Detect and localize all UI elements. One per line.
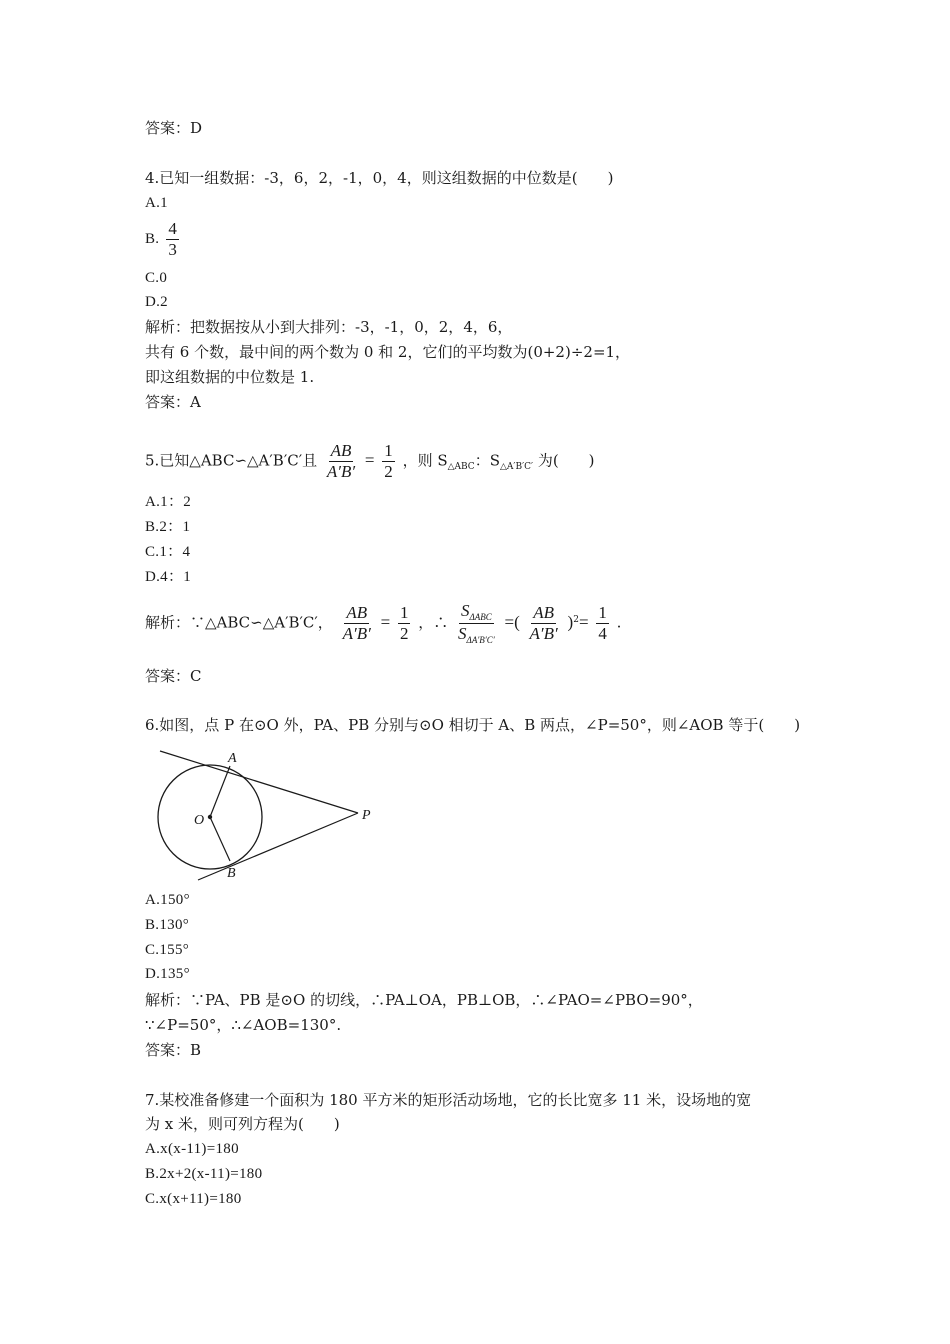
q5-analysis-half-fraction xyxy=(398,604,411,643)
q5-area-ratio-fraction xyxy=(456,602,497,645)
radius-ob xyxy=(210,817,230,861)
q5-option-a: A.1：2 xyxy=(145,494,192,510)
q5-analysis-prefix: 解析：∵△ABC∽△A′B′C′， xyxy=(145,613,333,632)
q4-option-b-fraction xyxy=(166,220,179,259)
fraction-denominator: 2 xyxy=(399,624,409,643)
exponent: 2 xyxy=(573,614,579,625)
fraction-denominator: A′B′ xyxy=(529,624,558,643)
fraction-numerator: 4 xyxy=(168,219,178,238)
radius-oa xyxy=(210,766,230,817)
fraction-numerator: AB xyxy=(533,603,555,622)
tangent-line-pa xyxy=(160,751,358,813)
fraction-numerator: AB xyxy=(330,441,352,460)
q4-option-b xyxy=(145,220,182,259)
q5-subscript-2: △A′B′C′ xyxy=(499,461,534,472)
equals-sign: = xyxy=(578,612,589,632)
q4-analysis-line-1: 解析：把数据按从小到大排列：-3，-1，0，2，4，6， xyxy=(145,318,513,336)
area-symbol: S xyxy=(461,601,470,620)
q5-separator: ：S xyxy=(474,451,500,470)
q6-stem: 6.如图，点 P 在⊙O 外，PA、PB 分别与⊙O 相切于 A、B 两点，∠P=50°，则∠AOB 等于( ) xyxy=(145,716,801,734)
tangent-line-pb xyxy=(198,813,358,880)
equals-sign: = xyxy=(380,612,391,632)
label-b: B xyxy=(227,866,236,881)
q6-option-d: D.135° xyxy=(145,966,190,982)
fraction-denominator: A′B′ xyxy=(326,462,356,481)
center-dot xyxy=(208,815,212,819)
q7-stem-line-2: 为 x 米，则可列方程为( ) xyxy=(145,1115,340,1133)
q4-analysis-line-2: 共有 6 个数，最中间的两个数为 0 和 2，它们的平均数为(0+2)÷2=1， xyxy=(145,343,631,361)
equals-sign: = xyxy=(364,450,375,470)
q5-option-b: B.2：1 xyxy=(145,519,191,535)
fraction-numerator xyxy=(459,602,494,624)
label-o: O xyxy=(194,813,205,828)
q6-option-a: A.150° xyxy=(145,892,190,908)
q4-stem: 4.已知一组数据：-3，6，2，-1，0，4，则这组数据的中位数是( ) xyxy=(145,169,614,187)
q5-half-fraction xyxy=(382,442,395,481)
fraction-numerator: 1 xyxy=(598,603,607,622)
label-a: A xyxy=(228,751,237,766)
q5-option-c: C.1：4 xyxy=(145,544,191,560)
q5-stem-end: 为( ) xyxy=(537,451,595,470)
q7-option-b: B.2x+2(x-11)=180 xyxy=(145,1166,263,1182)
fraction-denominator: 3 xyxy=(168,240,178,259)
q4-option-a: A.1 xyxy=(145,195,168,211)
q6-analysis-line-1: 解析：∵PA、PB 是⊙O 的切线，∴PA⊥OA，PB⊥OB，∴∠PAO=∠PBO=90°， xyxy=(145,991,703,1009)
period: . xyxy=(616,613,622,632)
q5-subscript-1: △ABC xyxy=(447,461,475,472)
therefore-symbol: ，∴ xyxy=(418,613,449,632)
area-symbol: S xyxy=(458,624,467,643)
q5-analysis xyxy=(145,602,621,645)
q6-tangent-figure xyxy=(150,745,385,885)
q6-option-b: B.130° xyxy=(145,917,190,933)
q7-option-c: C.x(x+11)=180 xyxy=(145,1191,242,1207)
area-subscript-top: ΔABC xyxy=(469,612,492,622)
q4-option-b-label: B. xyxy=(145,230,160,247)
q5-stem-prefix: 5.已知△ABC∽△A′B′C′且 xyxy=(145,451,318,470)
q6-option-c: C.155° xyxy=(145,942,190,958)
fraction-denominator xyxy=(456,624,497,645)
fraction-denominator: 2 xyxy=(384,462,393,481)
q4-answer: 答案：A xyxy=(145,393,201,411)
q5-answer: 答案：C xyxy=(145,667,202,685)
q5-ratio-fraction xyxy=(325,442,357,481)
open-paren: =( xyxy=(504,612,520,632)
q7-stem-line-1: 7.某校准备修建一个面积为 180 平方米的矩形活动场地，它的长比宽多 11 米，设场地的宽 xyxy=(145,1091,752,1109)
q7-option-a: A.x(x-11)=180 xyxy=(145,1141,239,1157)
area-subscript-bottom: ΔA′B′C′ xyxy=(466,635,495,645)
fraction-numerator: 1 xyxy=(399,603,409,622)
q4-option-c: C.0 xyxy=(145,270,168,286)
q4-analysis-line-3: 即这组数据的中位数是 1. xyxy=(145,368,315,386)
q6-answer: 答案：B xyxy=(145,1041,202,1059)
fraction-denominator: 4 xyxy=(598,624,607,643)
q5-option-d: D.4：1 xyxy=(145,569,192,585)
q5-stem xyxy=(145,442,595,481)
q6-analysis-line-2: ∵∠P=50°，∴∠AOB=130°. xyxy=(145,1016,342,1034)
close-paren: ) xyxy=(567,612,574,632)
q5-squared-ratio-fraction xyxy=(528,604,560,643)
fraction-numerator: AB xyxy=(346,603,368,622)
label-p: P xyxy=(362,808,371,823)
q5-analysis-ratio-fraction xyxy=(341,604,373,643)
prev-answer: 答案：D xyxy=(145,119,203,137)
q4-option-d: D.2 xyxy=(145,294,168,310)
fraction-numerator: 1 xyxy=(384,441,393,460)
fraction-denominator: A′B′ xyxy=(342,624,371,643)
q5-stem-mid: ，则 S xyxy=(402,451,448,470)
q5-quarter-fraction xyxy=(596,604,609,643)
